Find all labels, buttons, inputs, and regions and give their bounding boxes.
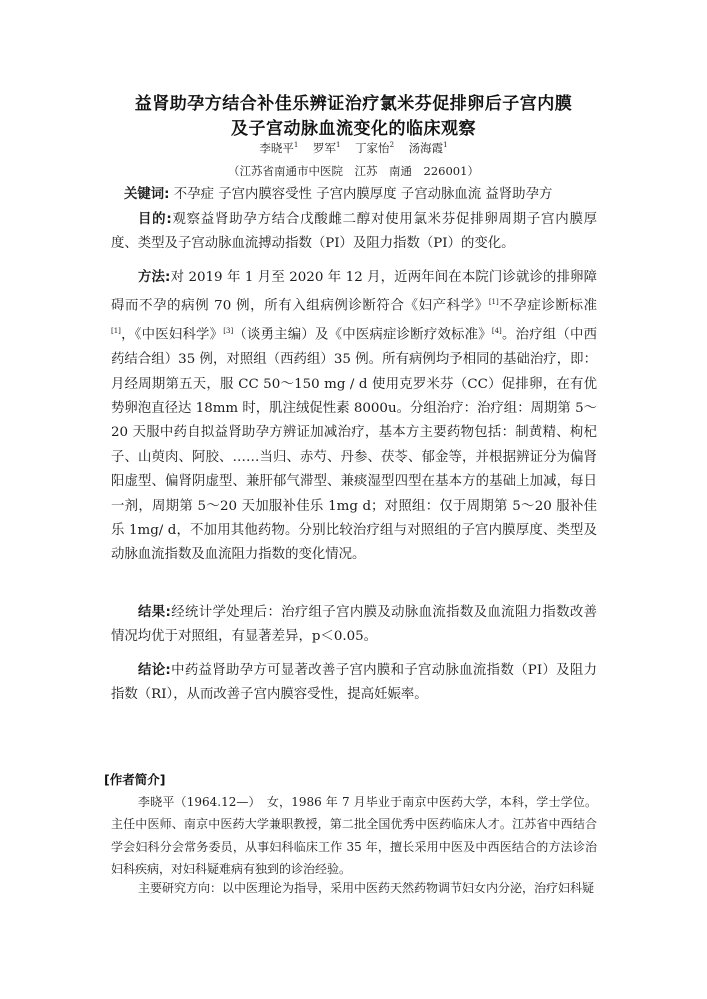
methods-label: 方法: — [138, 270, 171, 285]
author: 李晓平$^1$ — [259, 141, 299, 155]
author-bio-heading: [作者简介] — [104, 772, 166, 787]
results-paragraph — [111, 601, 597, 650]
author: 丁家怡$^2$ — [355, 141, 395, 155]
paper-title-line-2: 及子宫动脉血流变化的临床观察 — [231, 119, 476, 139]
author-bio-paragraph: 李晓平（1964.12—） 女，1986 年 7 月毕业于南京中医药大学，本科，学士学位。主任中医师、南京中医药大学兼职教授，第二批全国优秀中医药临床人才。江苏省中西结合学会妇科分会常务委员，从事妇科临床工作 35 年，擅长采用中医及中西医结合的方法诊治妇科疾病，对妇科疑难病有独到的诊治经验。 — [111, 795, 597, 877]
paper-title-line-1: 益肾助孕方结合补佳乐辨证治疗氯米芬促排卵后子宫内膜 — [134, 94, 573, 114]
keywords — [124, 183, 604, 207]
citation-ref: [4] — [491, 327, 502, 336]
citation-ref: [1] — [111, 327, 121, 336]
results-text: 经统计学处理后：治疗组子宫内膜及动脉血流指数及血流阻力指数改善情况均优于对照组，有显著差异，p＜0.05。 — [111, 605, 598, 645]
keywords-label: 关键词: — [124, 187, 170, 202]
results-label: 结果: — [138, 605, 171, 620]
objective-label: 目的: — [138, 212, 172, 227]
research-direction-paragraph: 主要研究方向：以中医理论为指导，采用中医药天然药物调节妇女内分泌，治疗妇科疑 — [138, 881, 595, 895]
citation-ref: [3] — [223, 327, 234, 336]
methods-paragraph: 方法:对 2019 年 1 月至 2020 年 12 月，近两年间在本院门诊就诊的排卵障碍而不孕的病例 70 例，所有入组病例诊断符合《妇产科学》[1]不孕症诊断标准[1]，《中医妇科学》[3]（谈勇主编）及《中医病症诊断疗效标准》[4]。治疗组（中西药结合组）35 例，对照组（西药组）35 例。所有病例均予相同的基础治疗，即：月经周期第五天，服 CC 50～150 mg / d 使用克罗米芬（CC）促排卵，在有优势卵泡直径达 18mm 时，肌注绒促性素 8000u。分组治疗：治疗组：周期第 5～20 天服中药自拟益肾助孕方辨证加减治疗，基本方主要药物包括：制黄精、枸杞子、山萸肉、阿胶、……当归、赤芍、丹参、茯苓、郁金等，并根据辨证分为偏肾阳虚型、偏肾阴虚型、兼肝郁气滞型、兼痰湿型四型在基本方的基础上加减，每日一剂，周期第 5～20 天加服补佳乐 1mg d；对照组：仅于周期第 5～20 服补佳乐 1mg/ d，不加用其他药物。分别比较治疗组与对照组的子宫内膜厚度、类型及动脉血流指数及血流阻力指数的变化情况。 — [111, 270, 598, 563]
keywords-text: 不孕症 子宫内膜容受性 子宫内膜厚度 子宫动脉血流 益肾助孕方 — [169, 187, 553, 202]
conclusion-text: 中药益肾助孕方可显著改善子宫内膜和子宫动脉血流指数（PI）及阻力指数（RI），从而改善子宫内膜容受性，提高妊娠率。 — [111, 663, 597, 703]
conclusion-paragraph — [111, 659, 597, 708]
citation-ref: [1] — [488, 298, 499, 307]
objective-paragraph — [111, 208, 597, 257]
conclusion-label: 结论: — [138, 663, 171, 678]
author-list — [0, 140, 707, 156]
objective-text: 观察益肾助孕方结合戊酸雌二醇对使用氯米芬促排卵周期子宫内膜厚度、类型及子宫动脉血流搏动指数（PI）及阻力指数（PI）的变化。 — [111, 212, 598, 252]
author: 罗军$^1$ — [312, 141, 341, 155]
author: 汤海霞$^1$ — [408, 141, 448, 155]
author-affiliation: （江苏省南通市中医院 江苏 南通 226001） — [228, 164, 479, 178]
